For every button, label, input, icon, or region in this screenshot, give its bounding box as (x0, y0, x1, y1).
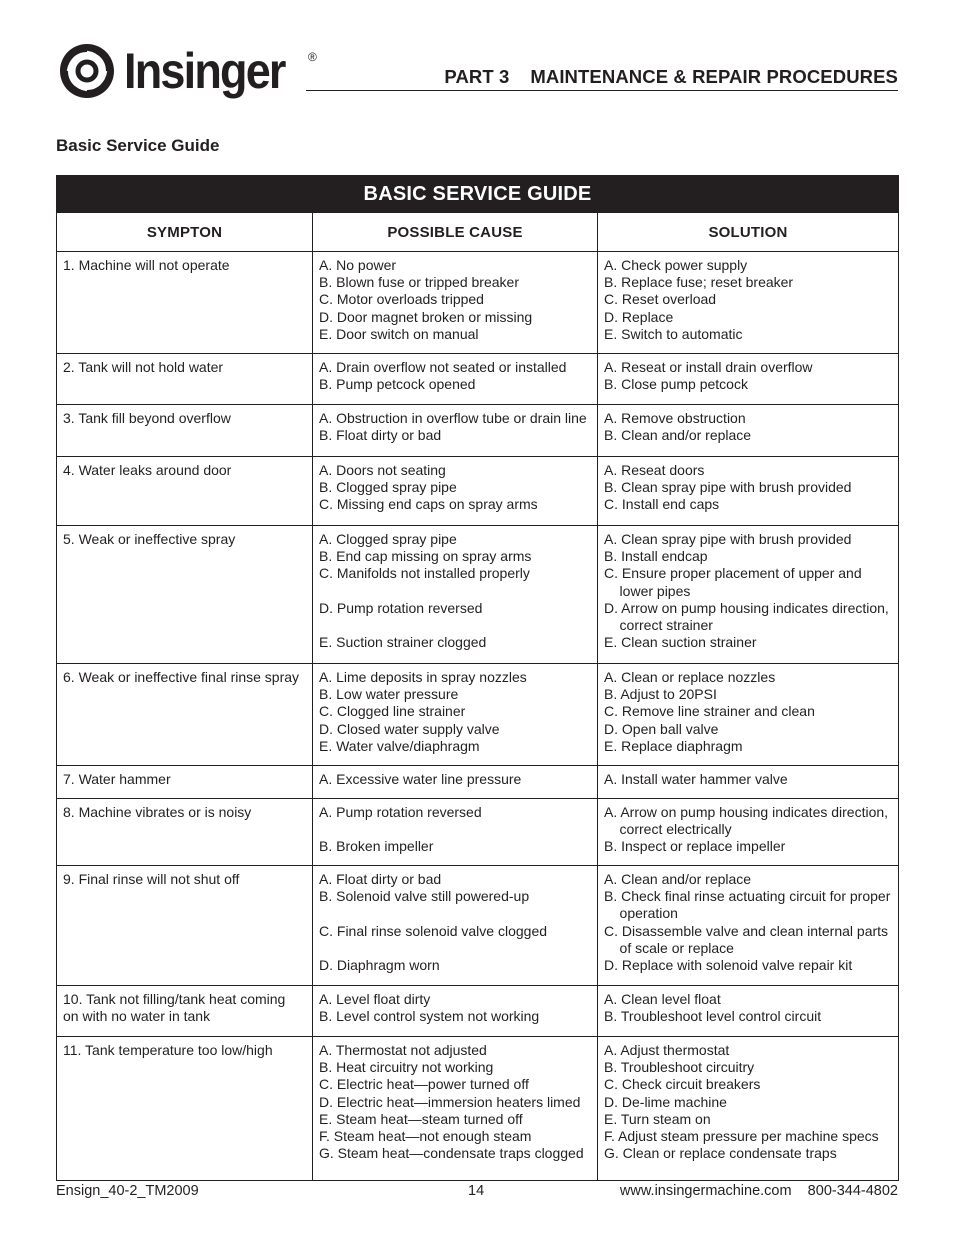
table-row (57, 766, 899, 799)
cause-item: D. Electric heat—immersion heaters limed (319, 1093, 581, 1110)
cause-item: C. Manifolds not installed properly (319, 565, 530, 582)
brand-logo (56, 36, 302, 106)
symptom-cell (57, 986, 313, 1037)
solution-item: A. Reseat doors (604, 462, 705, 478)
cause-cell (313, 457, 598, 526)
symptom-text: 1. Machine will not operate (63, 257, 230, 273)
solution-item: B. Install endcap (604, 548, 708, 565)
solution-item: C. Install end caps (604, 496, 720, 513)
solution-item: A. Adjust thermostat (604, 1042, 730, 1058)
cause-item (319, 821, 593, 838)
cause-item: B. Level control system not working (319, 1008, 540, 1025)
solution-item: A. Clean spray pipe with brush provided (604, 531, 852, 547)
solution-cell (598, 526, 899, 664)
cause-cell (313, 354, 598, 405)
cause-item: B. Clogged spray pipe (319, 479, 457, 496)
cause-cell (313, 664, 598, 766)
symptom-cell (57, 799, 313, 866)
table-row (57, 405, 899, 457)
table-row (57, 252, 899, 354)
table-row (57, 457, 899, 526)
solution-cell (598, 1037, 899, 1181)
solution-item: operation (604, 905, 678, 922)
solution-item: B. Troubleshoot level control circuit (604, 1008, 822, 1025)
solution-item: D. Arrow on pump housing indicates direction, (604, 599, 889, 616)
cause-item: C. Final rinse solenoid valve clogged (319, 922, 548, 939)
solution-item: C. Ensure proper placement of upper and (604, 565, 862, 582)
symptom-text: 7. Water hammer (63, 771, 171, 787)
solution-cell (598, 866, 899, 986)
cause-item (319, 583, 593, 600)
solution-item: D. Replace (604, 308, 674, 325)
cause-item: B. Low water pressure (319, 686, 459, 703)
cause-item (319, 617, 593, 634)
symptom-cell (57, 866, 313, 986)
cause-item: D. Diaphragm worn (319, 956, 440, 973)
table-body (57, 252, 899, 1181)
solution-item: lower pipes (604, 582, 691, 599)
solution-item: B. Inspect or replace impeller (604, 838, 786, 855)
cause-item: A. Pump rotation reversed (319, 804, 482, 820)
symptom-text: 8. Machine vibrates or is noisy (63, 804, 252, 820)
solution-item: D. De-lime machine (604, 1093, 727, 1110)
cause-cell (313, 799, 598, 866)
cause-cell (313, 252, 598, 354)
cause-item: A. Float dirty or bad (319, 871, 442, 887)
table-row (57, 1037, 899, 1181)
solution-item: E. Replace diaphragm (604, 737, 743, 754)
cause-item: B. Solenoid valve still powered-up (319, 888, 530, 905)
cause-cell (313, 986, 598, 1037)
symptom-cell (57, 766, 313, 799)
solution-item: B. Close pump petcock (604, 376, 748, 393)
section-heading: Basic Service Guide (56, 136, 220, 155)
symptom-text: 5. Weak or ineffective spray (63, 531, 236, 547)
solution-item: C. Disassemble valve and clean internal parts (604, 922, 889, 939)
solution-item: E. Turn steam on (604, 1110, 711, 1127)
solution-cell (598, 252, 899, 354)
swirl-logo-icon (56, 40, 118, 102)
footer-page-number: 14 (468, 1183, 485, 1199)
brand-wordmark: Insinger (124, 43, 285, 99)
solution-item: A. Arrow on pump housing indicates direction, (604, 804, 889, 820)
symptom-text: 4. Water leaks around door (63, 462, 232, 478)
table-banner-row (57, 176, 899, 213)
symptom-text: 3. Tank fill beyond overflow (63, 410, 231, 426)
symptom-cell (57, 664, 313, 766)
solution-item: E. Switch to automatic (604, 325, 743, 342)
cause-cell (313, 766, 598, 799)
table-row (57, 799, 899, 866)
solution-cell (598, 664, 899, 766)
part-title: PART 3 MAINTENANCE & REPAIR PROCEDURES (444, 66, 898, 87)
solution-cell (598, 799, 899, 866)
cause-item: E. Door switch on manual (319, 325, 479, 342)
table-row (57, 866, 899, 986)
symptom-text: on with no water in tank (63, 1008, 211, 1025)
cause-item: G. Steam heat—condensate traps clogged (319, 1145, 584, 1162)
cause-cell (313, 405, 598, 457)
cause-item: A. Lime deposits in spray nozzles (319, 669, 527, 685)
symptom-cell (57, 526, 313, 664)
solution-item: D. Open ball valve (604, 720, 719, 737)
cause-item (319, 940, 593, 957)
symptom-text: 2. Tank will not hold water (63, 359, 224, 375)
solution-item: A. Install water hammer valve (604, 771, 788, 787)
symptom-text: 11. Tank temperature too low/high (63, 1042, 273, 1058)
cause-cell (313, 1037, 598, 1181)
solution-item: A. Check power supply (604, 257, 748, 273)
cause-item: B. Heat circuitry not working (319, 1059, 494, 1076)
table-banner: BASIC SERVICE GUIDE (57, 176, 899, 213)
cause-cell (313, 866, 598, 986)
symptom-cell (57, 252, 313, 354)
cause-item: D. Door magnet broken or missing (319, 308, 533, 325)
symptom-text: 6. Weak or ineffective final rinse spray (63, 669, 300, 685)
cause-item: D. Pump rotation reversed (319, 599, 483, 616)
service-guide-table (56, 175, 899, 1181)
cause-item: D. Closed water supply valve (319, 720, 500, 737)
cause-item: A. Thermostat not adjusted (319, 1042, 487, 1058)
solution-item: of scale or replace (604, 939, 734, 956)
column-header-solution: SOLUTION (598, 213, 899, 252)
solution-cell (598, 354, 899, 405)
registered-mark: ® (308, 50, 317, 64)
solution-item: B. Adjust to 20PSI (604, 686, 717, 703)
solution-item: G. Clean or replace condensate traps (604, 1145, 837, 1162)
symptom-text: 10. Tank not filling/tank heat coming (63, 991, 286, 1007)
symptom-cell (57, 457, 313, 526)
solution-item: E. Clean suction strainer (604, 634, 757, 651)
solution-item: B. Clean and/or replace (604, 427, 752, 444)
symptom-text: 9. Final rinse will not shut off (63, 871, 240, 887)
footer-contact: www.insingermachine.com 800-344-4802 (619, 1183, 898, 1199)
cause-item: A. Clogged spray pipe (319, 531, 457, 547)
cause-item: A. No power (319, 257, 397, 273)
solution-cell (598, 986, 899, 1037)
cause-item: B. Broken impeller (319, 838, 434, 855)
cause-item: C. Clogged line strainer (319, 703, 466, 720)
cause-item: B. Pump petcock opened (319, 376, 476, 393)
table-row (57, 526, 899, 664)
cause-item: E. Water valve/diaphragm (319, 737, 480, 754)
table-header-row (57, 213, 899, 252)
solution-item: B. Replace fuse; reset breaker (604, 274, 794, 291)
footer-doc-id: Ensign_40-2_TM2009 (56, 1183, 199, 1199)
cause-item: C. Electric heat—power turned off (319, 1076, 529, 1093)
solution-item: A. Clean and/or replace (604, 871, 752, 887)
symptom-cell (57, 1037, 313, 1181)
column-header-cause: POSSIBLE CAUSE (313, 213, 598, 252)
cause-item (319, 905, 593, 922)
solution-item: A. Clean or replace nozzles (604, 669, 776, 685)
solution-item: C. Reset overload (604, 291, 717, 308)
cause-item: E. Suction strainer clogged (319, 634, 487, 651)
solution-cell (598, 766, 899, 799)
cause-item: F. Steam heat—not enough steam (319, 1128, 532, 1145)
cause-cell (313, 526, 598, 664)
cause-item: A. Doors not seating (319, 462, 446, 478)
solution-cell (598, 457, 899, 526)
solution-item: B. Clean spray pipe with brush provided (604, 479, 852, 496)
solution-item: A. Remove obstruction (604, 410, 746, 426)
cause-item: B. End cap missing on spray arms (319, 548, 532, 565)
cause-item: A. Obstruction in overflow tube or drain line (319, 410, 587, 426)
solution-item: C. Remove line strainer and clean (604, 703, 815, 720)
cause-item: C. Missing end caps on spray arms (319, 496, 538, 513)
table-row (57, 664, 899, 766)
solution-item: F. Adjust steam pressure per machine specs (604, 1128, 879, 1145)
solution-item: D. Replace with solenoid valve repair kit (604, 957, 853, 974)
cause-item: A. Excessive water line pressure (319, 771, 522, 787)
solution-item: C. Check circuit breakers (604, 1076, 761, 1093)
header-rule (306, 90, 898, 91)
table-row (57, 986, 899, 1037)
cause-item: A. Drain overflow not seated or installed (319, 359, 567, 375)
solution-item: B. Troubleshoot circuitry (604, 1059, 755, 1076)
symptom-cell (57, 405, 313, 457)
cause-item: B. Blown fuse or tripped breaker (319, 274, 519, 291)
solution-item: A. Reseat or install drain overflow (604, 359, 813, 375)
solution-cell (598, 405, 899, 457)
column-header-symptom: SYMPTON (57, 213, 313, 252)
cause-item: A. Level float dirty (319, 991, 431, 1007)
page-header (56, 36, 898, 106)
solution-item: B. Check final rinse actuating circuit for proper (604, 888, 891, 905)
table-row (57, 354, 899, 405)
symptom-cell (57, 354, 313, 405)
solution-item: correct strainer (604, 617, 713, 634)
cause-item: E. Steam heat—steam turned off (319, 1110, 523, 1127)
solution-item: A. Clean level float (604, 991, 721, 1007)
cause-item: C. Motor overloads tripped (319, 291, 484, 308)
cause-item: B. Float dirty or bad (319, 427, 442, 444)
solution-item: correct electrically (604, 821, 732, 838)
